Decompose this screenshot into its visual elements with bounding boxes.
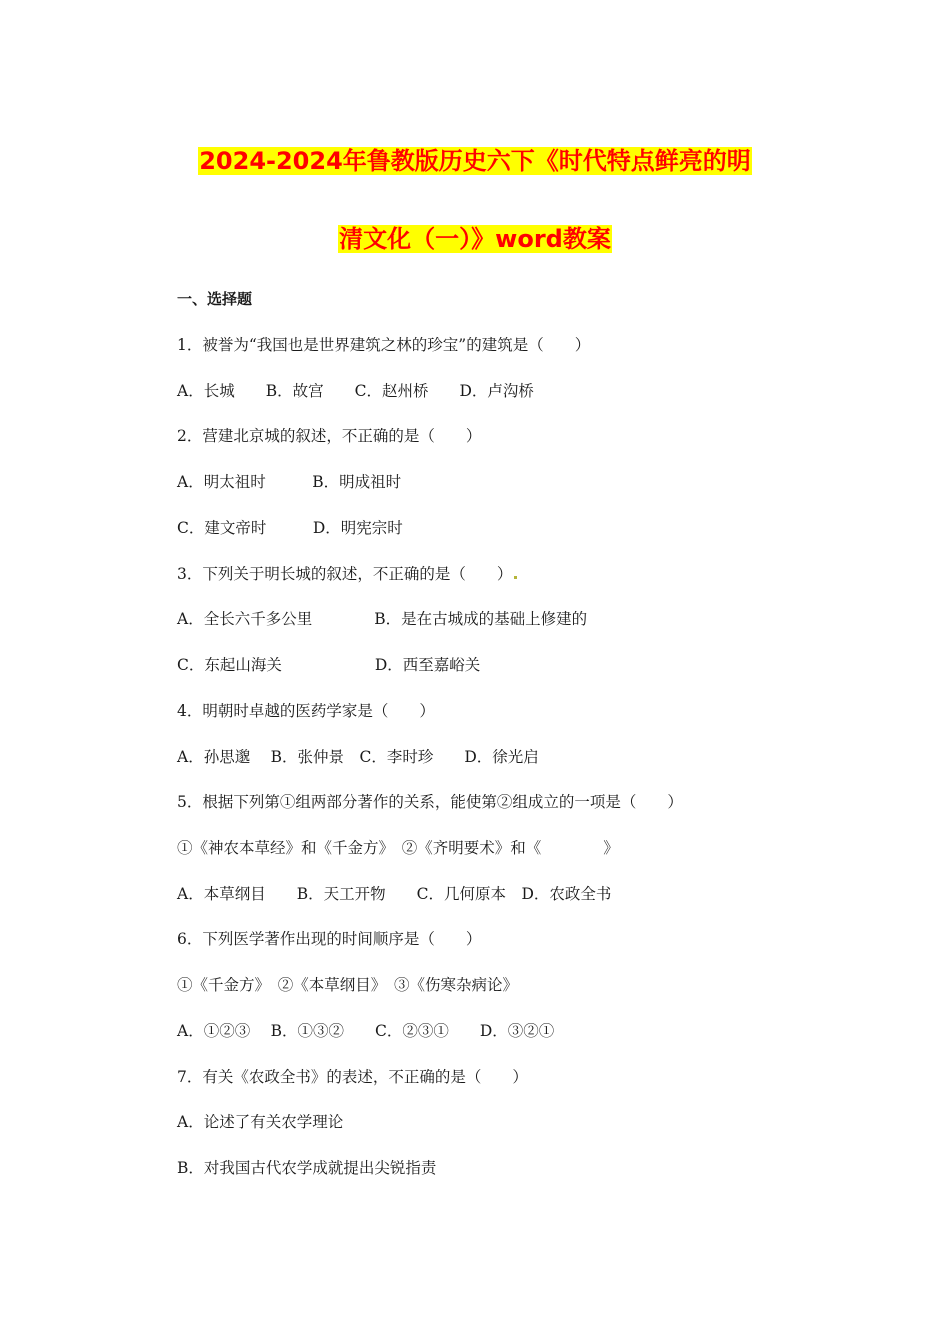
document-title-line-2: 清文化（一）》word教案	[339, 225, 611, 253]
section-heading: 一、选择题	[177, 290, 253, 308]
question-2-options-cd: C．建文帝时 D．明宪宗时	[177, 519, 403, 537]
question-6-options: A．①②③ B．①③② C．②③① D．③②①	[177, 1022, 555, 1040]
question-5-premise: ①《神农本草经》和《千金方》 ②《齐明要术》和《 》	[177, 839, 619, 857]
question-7-option-a: A．论述了有关农学理论	[177, 1113, 344, 1131]
document-title-line-1: 2024-2024年鲁教版历史六下《时代特点鲜亮的明	[199, 147, 751, 175]
question-4-options: A．孙思邈 B．张仲景 C．李时珍 D．徐光启	[177, 748, 539, 766]
question-6-items: ①《千金方》 ②《本草纲目》 ③《伤寒杂病论》	[177, 976, 519, 994]
question-7: 7．有关《农政全书》的表述，不正确的是（ ）	[177, 1068, 528, 1086]
question-3-text: 3．下列关于明长城的叙述，不正确的是（ ）	[177, 565, 513, 583]
question-1: 1．被誉为“我国也是世界建筑之林的珍宝”的建筑是（ ）	[177, 336, 591, 354]
question-5-options: A．本草纲目 B．天工开物 C．几何原本 D．农政全书	[177, 885, 612, 903]
question-7-option-b: B．对我国古代农学成就提出尖锐指责	[177, 1159, 437, 1177]
question-2: 2．营建北京城的叙述，不正确的是（ ）	[177, 427, 482, 445]
question-2-options-ab: A．明太祖时 B．明成祖时	[177, 473, 402, 491]
question-6: 6．下列医学著作出现的时间顺序是（ ）	[177, 930, 482, 948]
question-5: 5．根据下列第①组两部分著作的关系，能使第②组成立的一项是（ ）	[177, 793, 683, 811]
question-4: 4．明朝时卓越的医药学家是（ ）	[177, 702, 435, 720]
question-3-options-ab: A．全长六千多公里 B．是在古城成的基础上修建的	[177, 610, 588, 628]
question-3	[177, 564, 519, 584]
stray-mark	[514, 576, 517, 579]
question-3-options-cd: C．东起山海关 D．西至嘉峪关	[177, 656, 481, 674]
question-1-options: A．长城 B．故宫 C．赵州桥 D．卢沟桥	[177, 382, 534, 400]
